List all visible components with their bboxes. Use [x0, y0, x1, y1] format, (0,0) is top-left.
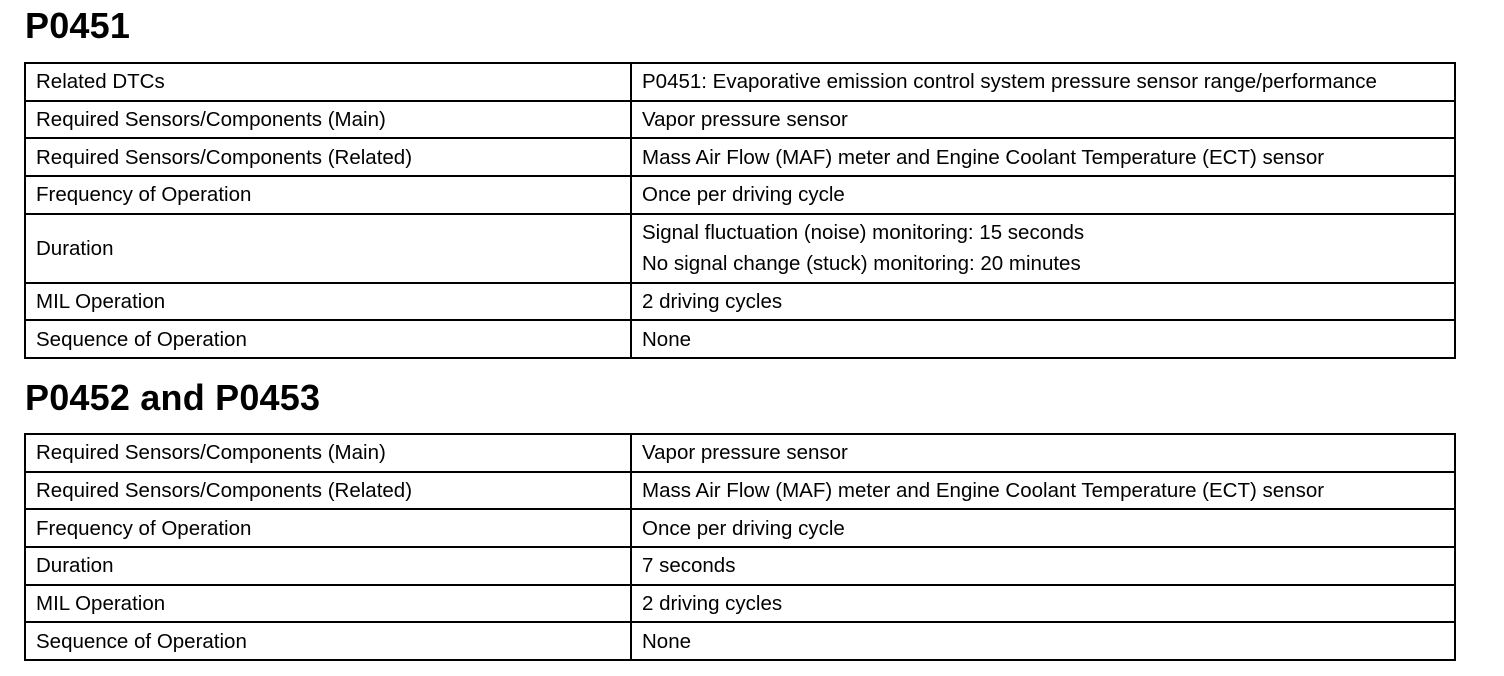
row-value: [631, 320, 1455, 358]
row-value: [631, 434, 1455, 472]
row-label: Duration: [25, 547, 631, 585]
row-value-line: Once per driving cycle: [642, 183, 845, 207]
row-value: [631, 509, 1455, 547]
row-value: [631, 138, 1455, 176]
row-value-line: Vapor pressure sensor: [642, 108, 848, 132]
row-value: [631, 214, 1455, 283]
row-value: [631, 283, 1455, 321]
row-label: Required Sensors/Components (Related): [25, 138, 631, 176]
row-label: Frequency of Operation: [25, 509, 631, 547]
row-value-line: 2 driving cycles: [642, 290, 783, 314]
row-label: Duration: [25, 214, 631, 283]
spec-table-p0451: [24, 62, 1456, 359]
table-row: [25, 585, 1455, 623]
table-row: [25, 101, 1455, 139]
table-row: [25, 320, 1455, 358]
row-label: Related DTCs: [25, 63, 631, 101]
row-label: MIL Operation: [25, 283, 631, 321]
row-label: MIL Operation: [25, 585, 631, 623]
row-value: [631, 176, 1455, 214]
row-value: [631, 585, 1455, 623]
row-value-line: 7 seconds: [642, 554, 736, 578]
table-row: [25, 509, 1455, 547]
table-row: [25, 283, 1455, 321]
section-title-p0451: P0451: [25, 5, 131, 46]
row-label: Required Sensors/Components (Related): [25, 472, 631, 510]
row-label: Sequence of Operation: [25, 622, 631, 660]
table-row: [25, 63, 1455, 101]
row-label: Sequence of Operation: [25, 320, 631, 358]
row-value: [631, 101, 1455, 139]
row-value-line: 2 driving cycles: [642, 592, 783, 616]
row-value-line: Signal fluctuation (noise) monitoring: 15 seconds: [642, 221, 1085, 245]
row-value: [631, 547, 1455, 585]
row-label: Required Sensors/Components (Main): [25, 101, 631, 139]
row-value-line: Once per driving cycle: [642, 516, 845, 540]
row-label: Required Sensors/Components (Main): [25, 434, 631, 472]
row-value-line: None: [642, 327, 692, 351]
table-row: [25, 622, 1455, 660]
row-value-line: P0451: Evaporative emission control system pressure sensor range/performance: [642, 70, 1377, 94]
table-row: [25, 176, 1455, 214]
table-row: [25, 472, 1455, 510]
row-value-line: Mass Air Flow (MAF) meter and Engine Coolant Temperature (ECT) sensor: [642, 479, 1325, 503]
table-row: [25, 214, 1455, 283]
row-label: Frequency of Operation: [25, 176, 631, 214]
table-row: [25, 547, 1455, 585]
table-row: [25, 434, 1455, 472]
section-title-p0452-p0453: P0452 and P0453: [25, 377, 321, 418]
row-value-line: None: [642, 629, 692, 653]
row-value: [631, 472, 1455, 510]
row-value-line: Vapor pressure sensor: [642, 441, 848, 465]
row-value: [631, 63, 1455, 101]
spec-table-p0452-p0453: [24, 433, 1456, 661]
row-value: [631, 622, 1455, 660]
row-value-line: Mass Air Flow (MAF) meter and Engine Coolant Temperature (ECT) sensor: [642, 145, 1325, 169]
row-value-line: No signal change (stuck) monitoring: 20 minutes: [642, 252, 1081, 276]
table-row: [25, 138, 1455, 176]
